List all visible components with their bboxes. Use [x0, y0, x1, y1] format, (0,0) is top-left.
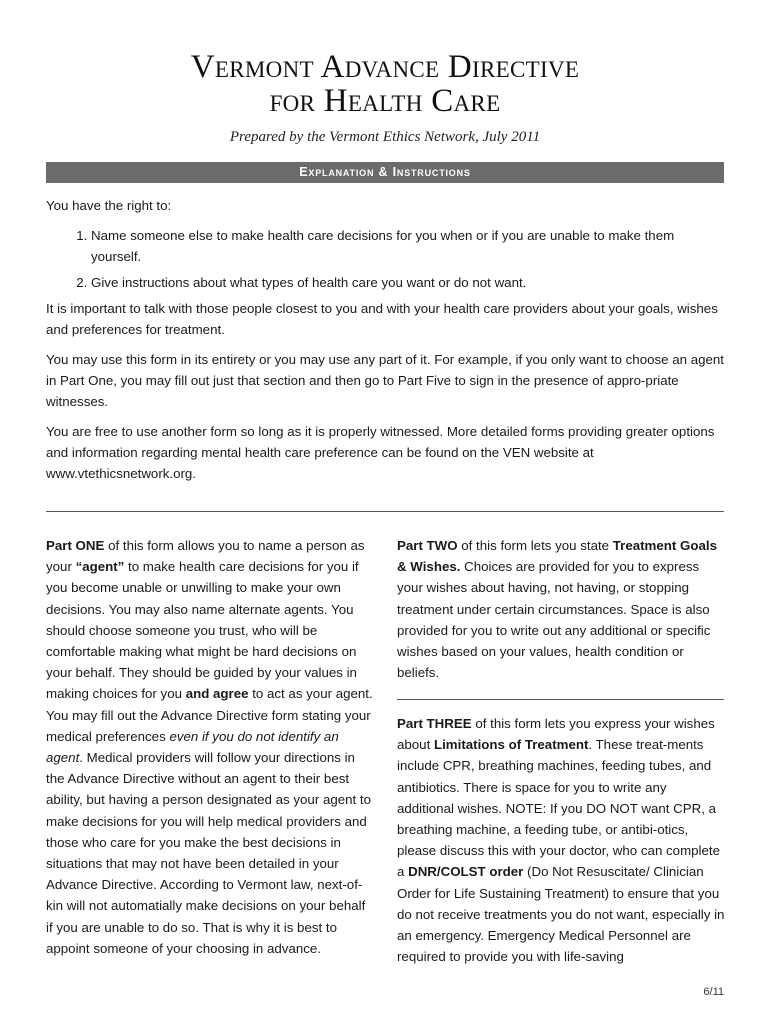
dnr-colst-term: DNR/COLST order — [408, 864, 524, 880]
section-divider — [46, 511, 724, 512]
part-one-paragraph: Part ONE of this form allows you to name a person as your “agent” to make health care decisions for you if you become unable or unwilling to make your own decisions. You may also name alternate agents. You should choose someone you trust, who will be comfortable making what might be hard decisions on your behalf. They should be guided by your values in making choices for you and agree to act as your agent. You may fill out the Advance Directive form stating your medical preferences even if you do not identify an agent. Medical providers will follow your directions in the Advance Directive without an agent to their best ability, but having a person designated as your agent to make decisions for you will help medical providers and those who care for you make the best decisions in situations that may not have been detailed in your Advance Directive. According to Vermont law, next-of-kin will not automatially make decisions on your behalf if you are unable to do so. That is why it is best to appoint someone of your choosing in advance. — [46, 538, 373, 956]
page-title — [0, 50, 770, 118]
part-two-paragraph: Part TWO of this form lets you state Treatment Goals & Wishes. Choices are provided for you to express your wishes about having, not having, or stopping treatment under certain circumstances. Space is also provided for you to write out any additional or specific wishes based on your values, health condition or beliefs. — [397, 538, 717, 681]
intro-paragraph: It is important to talk with those people closest to you and with your health care providers about your goals, wishes and preferences for treatment. — [46, 301, 718, 337]
treatment-goals-term: Treatment Goals & Wishes. — [397, 538, 717, 575]
column-divider — [397, 699, 724, 700]
title-line-2: for Health Care — [269, 83, 501, 119]
and-agree-term: and agree — [185, 686, 249, 702]
title-line-1: Vermont Advance Directive — [190, 49, 580, 85]
agent-term: “agent” — [75, 559, 125, 575]
page-number: 6/11 — [703, 986, 724, 998]
rights-list — [46, 225, 726, 293]
part-one-column — [46, 535, 374, 959]
page-subtitle: Prepared by the Vermont Ethics Network, July 2011 — [229, 129, 541, 145]
list-item: 1. Name someone else to make health care decisions for you when or if you are unable to make them yourself. — [91, 225, 726, 267]
part-two-column — [397, 535, 727, 683]
section-banner: Explanation & Instructions — [46, 162, 724, 183]
intro-paragraph: You may use this form in its entirety or you may use any part of it. For example, if you only want to choose an agent in Part One, you may fill out just that section and then go to Part Five to sign in the presence of appro-priate witnesses. — [46, 352, 724, 409]
part-three-column — [397, 713, 727, 967]
limitations-term: Limitations of Treatment — [433, 737, 589, 753]
list-item: 2. Give instructions about what types of health care you want or do not want. — [91, 272, 726, 293]
even-if-term: even if you do not identify an agent — [46, 728, 339, 766]
part-three-label: Part THREE — [397, 716, 472, 731]
part-two-label: Part TWO — [397, 538, 458, 553]
intro-paragraph: You are free to use another form so long as it is properly witnessed. More detailed forms providing greater options and information regarding mental health care preference can be found on the VEN website at www.vtethicsnetwork.org. — [46, 424, 715, 481]
part-three-paragraph: Part THREE of this form lets you express your wishes about Limitations of Treatment. These treat-ments include CPR, breathing machines, feeding tubes, and antibiotics. There is space for you to write any additional wishes. NOTE: If you DO NOT want CPR, a breathing machine, a feeding tube, or antibi-otics, please discuss this with your doctor, who can complete a DNR/COLST order (Do Not Resuscitate/ Clinician Order for Life Sustaining Treatment) to ensure that you do not receive treatments you do not want, especially in an emergency. Emergency Medical Personnel are required to provide you with life-saving — [397, 716, 725, 965]
part-one-label: Part ONE — [46, 538, 105, 553]
intro-section — [46, 195, 726, 493]
rights-lead: You have the right to: — [46, 198, 172, 213]
